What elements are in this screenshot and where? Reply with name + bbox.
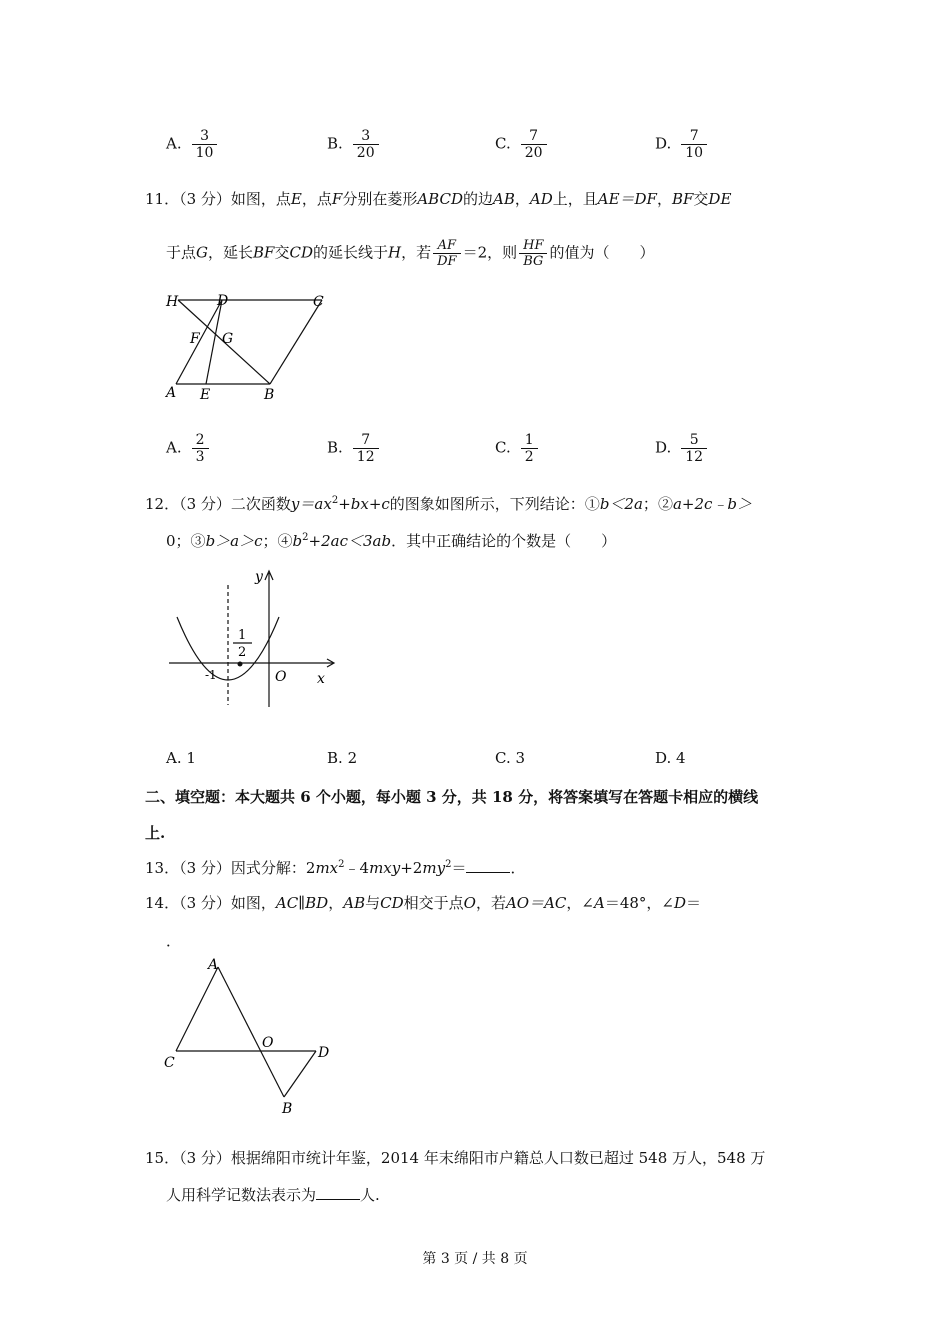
q12-line-2: [166, 530, 616, 551]
option-label: D.: [655, 749, 672, 767]
text: 相交于点: [403, 894, 464, 912]
numerator: 7: [361, 432, 371, 448]
fraction: [681, 128, 707, 161]
numerator: 7: [529, 128, 539, 144]
text: ，: [328, 894, 344, 912]
superscript: 2: [302, 532, 309, 543]
option-label: A.: [166, 438, 182, 457]
denominator: 20: [353, 144, 379, 161]
math: AE＝DF: [597, 190, 657, 208]
answer-blank[interactable]: [316, 1185, 360, 1200]
text: +2: [400, 859, 423, 877]
q11-line-1: [145, 188, 731, 209]
q14-line-1: [145, 892, 701, 913]
math: y＝ax: [290, 495, 332, 513]
label-y: y: [255, 569, 263, 585]
text: ．其中正确结论的个数是（ ）: [391, 532, 617, 550]
math: ABCD: [417, 190, 463, 208]
q14-line-2: [166, 930, 181, 951]
text: ＝2，则: [462, 243, 518, 262]
text: ，延长: [208, 243, 254, 262]
fraction-hf-bg: [519, 238, 547, 269]
line-ab: [218, 967, 284, 1097]
intersecting-lines-figure: [158, 955, 348, 1120]
text: 根据绵阳市统计年鉴，2014 年末绵阳市户籍总人口数已超过 548 万人，548 万: [230, 1149, 766, 1167]
text: ，点: [301, 190, 332, 208]
math: +2ac＜3ab: [308, 532, 392, 550]
line-bd: [284, 1051, 316, 1097]
numerator: 2: [195, 432, 205, 448]
text: 如图，点: [230, 190, 291, 208]
text: 与: [365, 894, 381, 912]
question-score: （3 分）: [179, 495, 231, 513]
denominator: 12: [353, 448, 379, 465]
math: AB: [492, 190, 515, 208]
q11-line-2: [166, 238, 654, 269]
point-neg-half: [238, 662, 243, 667]
math: A: [594, 894, 605, 912]
text: 人.: [360, 1186, 380, 1204]
text: ，∠: [566, 894, 594, 912]
question-number: 14．: [145, 894, 180, 912]
question-score: （3 分）: [179, 1149, 231, 1167]
option-value: 4: [676, 749, 686, 767]
option-label: B.: [327, 438, 343, 457]
fraction: [353, 432, 379, 465]
label-c: C: [313, 294, 324, 310]
numerator: 7: [689, 128, 699, 144]
math: b＜2a: [599, 495, 643, 513]
text: 交: [693, 190, 709, 208]
math: b: [292, 532, 303, 550]
math: E: [290, 190, 302, 208]
math: AD: [529, 190, 553, 208]
denominator: DF: [433, 253, 460, 269]
math: O: [463, 894, 476, 912]
label-half-denominator: 2: [238, 645, 247, 660]
q11-option-a: [166, 432, 209, 465]
text: 0；: [166, 532, 191, 550]
numerator: AF: [437, 238, 457, 253]
option-label: D.: [655, 134, 672, 153]
line-ac: [176, 967, 218, 1051]
math: AO＝AC: [505, 894, 567, 912]
label-o: O: [262, 1035, 274, 1051]
fraction: [192, 432, 209, 465]
option-label: A.: [166, 749, 182, 767]
q10-option-b: [327, 128, 379, 161]
page-footer: 第 3 页 / 共 8 页: [422, 1251, 528, 1267]
text: 分别在菱形: [342, 190, 418, 208]
label-g: G: [222, 331, 234, 347]
line-bc: [270, 300, 322, 384]
q15-line-1: [145, 1147, 765, 1168]
label-b: B: [264, 387, 275, 403]
math: H: [388, 243, 402, 262]
numerator: HF: [523, 238, 544, 253]
section-2-heading: 二、填空题：本大题共 6 个小题，每小题 3 分，共 18 分，将答案填写在答题卡相应的横线: [145, 788, 759, 806]
option-label: C.: [495, 134, 511, 153]
marker: ①: [584, 495, 600, 513]
line-de: [206, 300, 222, 384]
label-o: O: [275, 669, 287, 685]
q12-line-1: [145, 493, 752, 514]
denominator: 2: [521, 448, 538, 465]
label-d: D: [318, 1045, 330, 1061]
text: 的图象如图所示，下列结论：: [389, 495, 585, 513]
q15-line-2: [166, 1184, 380, 1205]
marker: ④: [277, 532, 293, 550]
math: AB: [343, 894, 366, 912]
option-value: 1: [186, 749, 196, 767]
question-score: （3 分）: [179, 894, 231, 912]
fraction: [192, 128, 218, 161]
numerator: 1: [524, 432, 534, 448]
math: AC∥BD: [275, 894, 329, 912]
fraction: [681, 432, 707, 465]
math: CD: [289, 243, 313, 262]
math: a+2c﹣b＞: [672, 495, 753, 513]
q10-option-a: [166, 128, 217, 161]
option-label: D.: [655, 438, 672, 457]
label-h: H: [166, 294, 179, 310]
q10-option-d: [655, 128, 707, 161]
option-value: 2: [347, 749, 358, 767]
denominator: 10: [681, 144, 707, 161]
answer-blank[interactable]: [466, 858, 510, 873]
text: 上，且: [552, 190, 598, 208]
label-e: E: [200, 387, 211, 403]
q11-option-b: [327, 432, 379, 465]
text: ﹣4: [344, 859, 370, 877]
question-number: 11．: [145, 190, 180, 208]
math: G: [196, 243, 208, 262]
numerator: 3: [200, 128, 209, 144]
text: 的延长线于: [312, 243, 388, 262]
text: 二次函数: [230, 495, 291, 513]
parabola-figure: [165, 565, 345, 715]
question-number: 15．: [145, 1149, 180, 1167]
option-value: 3: [515, 749, 526, 767]
superscript: 2: [331, 495, 339, 506]
superscript: 2: [338, 859, 345, 870]
option-label: B.: [327, 749, 343, 767]
q12-option-c: [495, 749, 525, 767]
denominator: 12: [681, 448, 707, 465]
q12-option-b: [327, 749, 357, 767]
denominator: 20: [521, 144, 547, 161]
text: ；: [262, 532, 278, 550]
numerator: 3: [361, 128, 371, 144]
q11-option-d: [655, 432, 707, 465]
marker: ②: [657, 495, 673, 513]
question-score: （3 分）: [179, 190, 231, 208]
label-x: x: [317, 671, 325, 687]
fraction: [521, 128, 547, 161]
text: ；: [642, 495, 658, 513]
fraction: [521, 432, 538, 465]
denominator: 10: [192, 144, 218, 161]
math: BF: [253, 243, 275, 262]
rhombus-figure: [160, 290, 340, 405]
text: ．: [510, 859, 526, 877]
superscript: 2: [445, 859, 452, 870]
section-2-heading-cont: 上.: [145, 824, 166, 842]
text: 人用科学记数法表示为: [166, 1186, 317, 1204]
text: ．: [166, 932, 182, 950]
label-c: C: [164, 1055, 175, 1071]
math: b＞a＞c: [205, 532, 263, 550]
text: 于点: [166, 243, 197, 262]
q11-option-c: [495, 432, 538, 465]
label-half-numerator: 1: [238, 628, 247, 643]
question-score: （3 分）: [179, 859, 231, 877]
text: ，若: [401, 243, 432, 262]
math: CD: [380, 894, 404, 912]
text: 因式分解：2: [230, 859, 316, 877]
math: F: [331, 190, 343, 208]
text: ＝48°，∠: [604, 894, 674, 912]
marker: ③: [190, 532, 206, 550]
text: ，: [514, 190, 530, 208]
math: my: [422, 859, 446, 877]
option-label: B.: [327, 134, 343, 153]
math: DE: [708, 190, 732, 208]
denominator: 3: [192, 448, 209, 465]
label-a: A: [166, 385, 177, 401]
text: ＝: [686, 894, 702, 912]
option-label: C.: [495, 749, 511, 767]
math: +bx+c: [338, 495, 390, 513]
text: ，: [656, 190, 672, 208]
denominator: BG: [519, 253, 547, 269]
text: 如图，: [230, 894, 276, 912]
option-label: C.: [495, 438, 511, 457]
q12-option-d: [655, 749, 686, 767]
text: 的边: [462, 190, 493, 208]
question-number: 13．: [145, 859, 180, 877]
label-d: D: [217, 293, 229, 309]
numerator: 5: [689, 432, 699, 448]
math: mx: [315, 859, 339, 877]
math: D: [674, 894, 687, 912]
text: ，若: [475, 894, 506, 912]
q10-option-c: [495, 128, 547, 161]
fraction: [353, 128, 379, 161]
label-f: F: [190, 331, 200, 347]
text: ＝: [451, 859, 467, 877]
fraction-af-df: [433, 238, 460, 269]
label-neg-one: -1: [205, 668, 217, 682]
question-number: 12．: [145, 495, 180, 513]
q12-option-a: [166, 749, 196, 767]
math: BF: [671, 190, 694, 208]
math: mxy: [369, 859, 401, 877]
label-a: A: [208, 957, 219, 973]
option-label: A.: [166, 134, 182, 153]
label-b: B: [282, 1101, 293, 1117]
text: 的值为（ ）: [549, 243, 655, 262]
text: 交: [274, 243, 290, 262]
q13-line: [145, 857, 525, 878]
